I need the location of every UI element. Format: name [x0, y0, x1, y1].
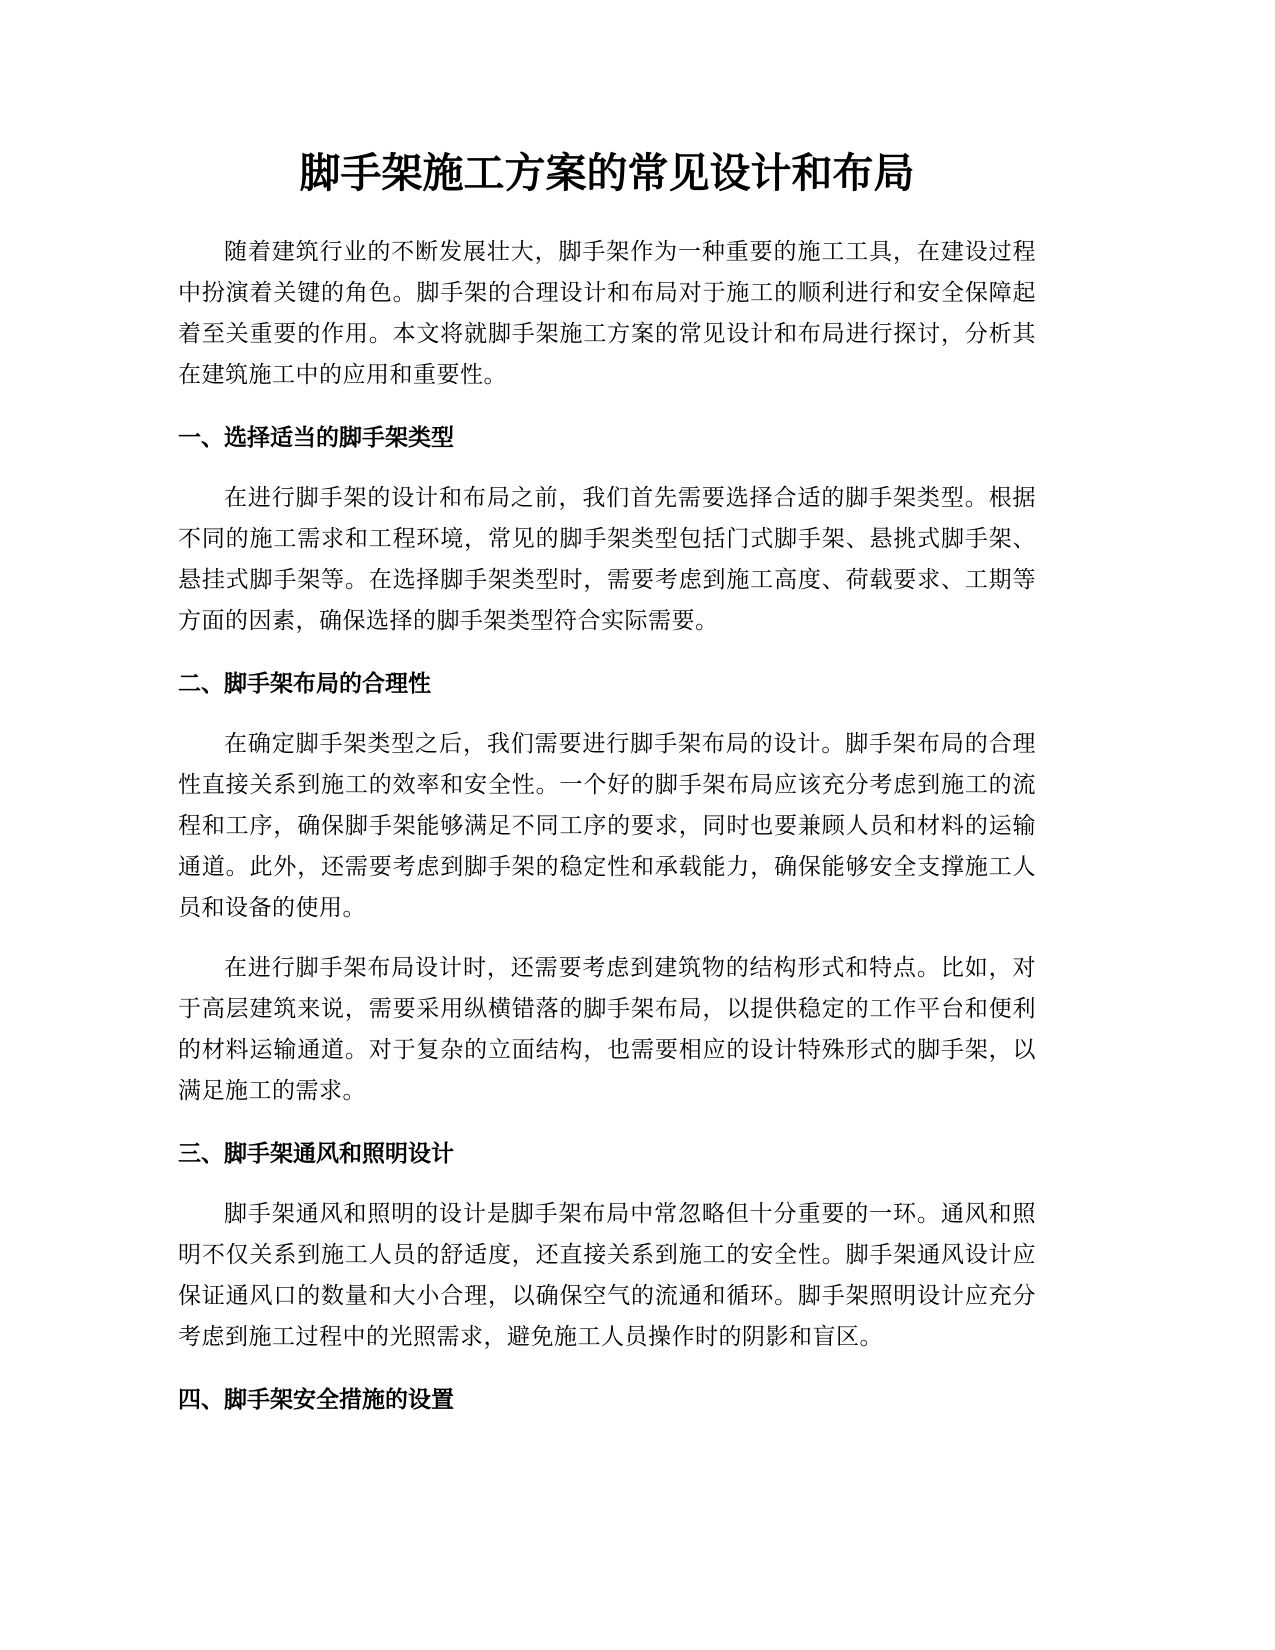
page-title: 脚手架施工方案的常见设计和布局 — [299, 149, 915, 197]
section-heading-4: 四、脚手架安全措施的设置 — [178, 1387, 454, 1413]
section-2-paragraph-2: 在进行脚手架布局设计时，还需要考虑到建筑物的结构形式和特点。比如，对于高层建筑来说，需要采用纵横错落的脚手架布局，以提供稳定的工作平台和便利的材料运输通道。对于复杂的立面结构，也需要相应的设计特殊形式的脚手架，以满足施工的需求。 — [178, 955, 1036, 1104]
document-page — [178, 0, 1036, 1650]
section-3-paragraph-1: 脚手架通风和照明的设计是脚手架布局中常忽略但十分重要的一环。通风和照明不仅关系到施工人员的舒适度，还直接关系到施工的安全性。脚手架通风设计应保证通风口的数量和大小合理，以确保空气的流通和循环。脚手架照明设计应充分考虑到施工过程中的光照需求，避免施工人员操作时的阴影和盲区。 — [178, 1201, 1036, 1350]
section-2-paragraph-1: 在确定脚手架类型之后，我们需要进行脚手架布局的设计。脚手架布局的合理性直接关系到施工的效率和安全性。一个好的脚手架布局应该充分考虑到施工的流程和工序，确保脚手架能够满足不同工序的要求，同时也要兼顾人员和材料的运输通道。此外，还需要考虑到脚手架的稳定性和承载能力，确保能够安全支撑施工人员和设备的使用。 — [178, 731, 1036, 921]
section-heading-3: 三、脚手架通风和照明设计 — [178, 1141, 454, 1167]
section-heading-2: 二、脚手架布局的合理性 — [178, 671, 431, 697]
section-1-paragraph-1: 在进行脚手架的设计和布局之前，我们首先需要选择合适的脚手架类型。根据不同的施工需求和工程环境，常见的脚手架类型包括门式脚手架、悬挑式脚手架、悬挂式脚手架等。在选择脚手架类型时，需要考虑到施工高度、荷载要求、工期等方面的因素，确保选择的脚手架类型符合实际需要。 — [178, 485, 1036, 634]
intro-paragraph: 随着建筑行业的不断发展壮大，脚手架作为一种重要的施工工具，在建设过程中扮演着关键的角色。脚手架的合理设计和布局对于施工的顺利进行和安全保障起着至关重要的作用。本文将就脚手架施工方案的常见设计和布局进行探讨，分析其在建筑施工中的应用和重要性。 — [178, 239, 1036, 388]
section-heading-1: 一、选择适当的脚手架类型 — [178, 425, 454, 451]
